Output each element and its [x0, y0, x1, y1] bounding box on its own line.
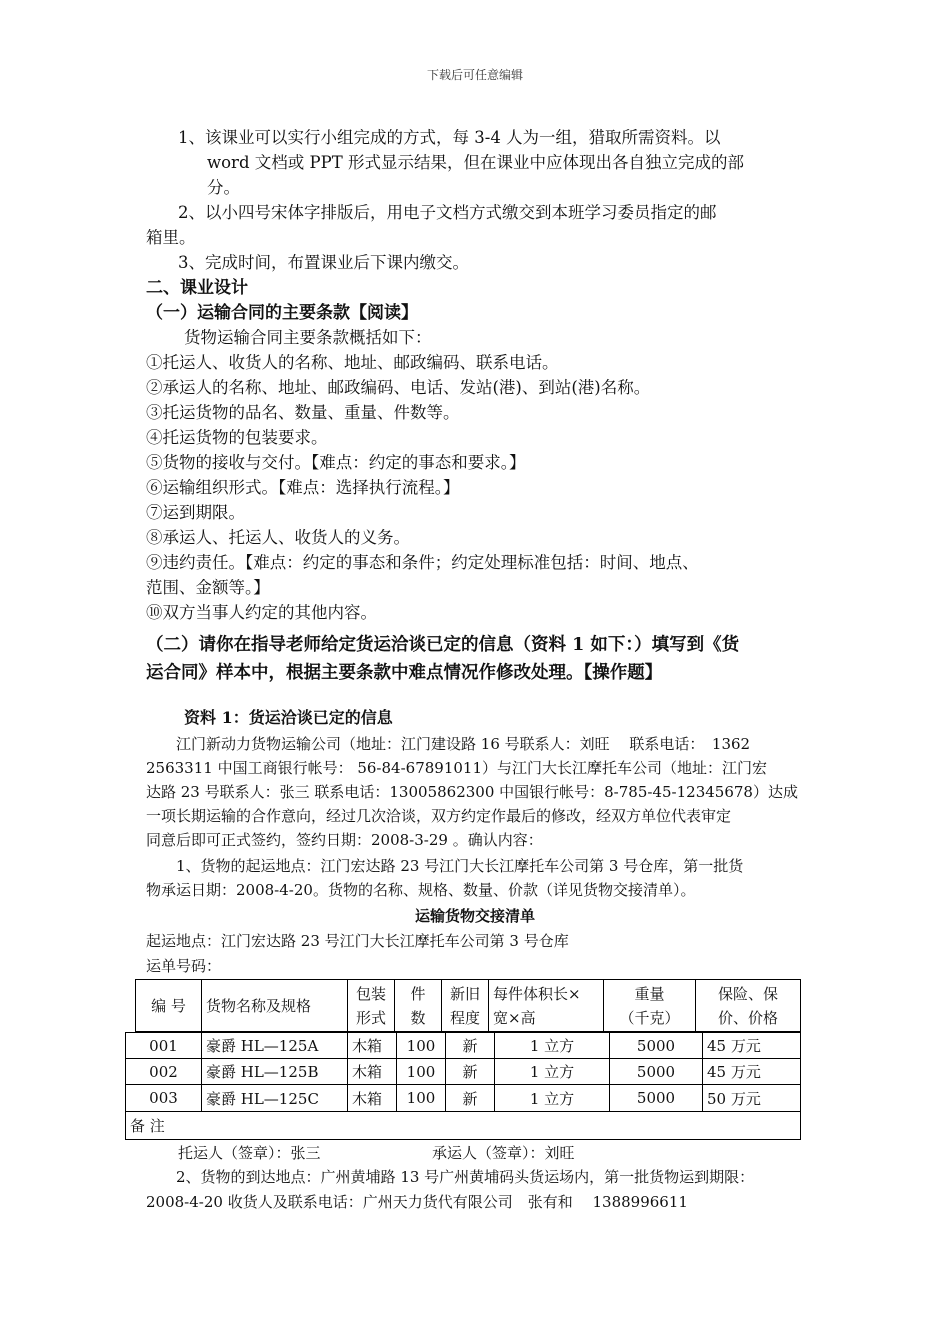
cell-volume: 1 立方 [495, 1033, 610, 1059]
cell-volume: 1 立方 [495, 1059, 610, 1085]
cell-quantity: 100 [397, 1033, 446, 1059]
cell-name: 豪爵 HL—125A [202, 1033, 348, 1059]
remark-label: 备 注 [130, 1117, 165, 1135]
cell-condition: 新 [446, 1085, 495, 1112]
header-quantity: 件 数 [395, 980, 442, 1032]
cell-condition: 新 [446, 1059, 495, 1085]
cell-name: 豪爵 HL—125C [202, 1085, 348, 1112]
material-paragraph-line: 一项长期运输的合作意向，经过几次洽谈，双方约定作最后的修改，经双方单位代表审定 [146, 807, 732, 825]
clause-item: ①托运人、收货人的名称、地址、邮政编码、联系电话。 [146, 353, 559, 372]
shipper-signature: 托运人（签章）：张三 [178, 1144, 321, 1162]
carrier-signature: 承运人（签章）：刘旺 [432, 1144, 575, 1162]
req-3: 3、完成时间，布置课业后下课内缴交。 [178, 253, 469, 272]
cell-quantity: 100 [397, 1059, 446, 1085]
header-weight: 重量 （千克） [604, 980, 696, 1032]
cell-weight: 5000 [610, 1085, 703, 1112]
clause-item: ③托运货物的品名、数量、重量、件数等。 [146, 403, 460, 422]
cell-volume: 1 立方 [495, 1085, 610, 1112]
cell-packing: 木箱 [348, 1033, 397, 1059]
material-paragraph-line: 1、货物的起运地点：江门宏达路 23 号江门大长江摩托车公司第 3 号仓库，第一批货 [176, 857, 744, 875]
arrival-line-1: 2、货物的到达地点：广州黄埔路 13 号广州黄埔码头货运场内，第一批货物运到期限： [176, 1168, 755, 1186]
material-paragraph-line: 同意后即可正式签约，签约日期：2008-3-29 。确认内容： [146, 831, 543, 849]
header-condition: 新旧 程度 [442, 980, 489, 1032]
cell-weight: 5000 [610, 1059, 703, 1085]
clause-item: ⑩双方当事人约定的其他内容。 [146, 603, 377, 622]
cell-name: 豪爵 HL—125B [202, 1059, 348, 1085]
material-paragraph-line: 江门新动力货物运输公司（地址：江门建设路 16 号联系人：刘旺 联系电话： 1362 [176, 735, 751, 753]
clauses-intro: 货物运输合同主要条款概括如下： [184, 328, 432, 347]
cell-condition: 新 [446, 1033, 495, 1059]
clause-item: ⑧承运人、托运人、收货人的义务。 [146, 528, 410, 547]
req-1-line-2: word 文档或 PPT 形式显示结果，但在课业中应体现出各自独立完成的部 [207, 153, 744, 172]
clause-item: ②承运人的名称、地址、邮政编码、电话、发站(港)、到站(港)名称。 [146, 378, 651, 397]
clause-item-continued: 范围、金额等。】 [146, 578, 270, 597]
material-paragraph-line: 物承运日期：2008-4-20。货物的名称、规格、数量、价款（详见货物交接清单）。 [146, 881, 696, 899]
clause-item: ⑦运到期限。 [146, 503, 245, 522]
page-header: 下载后可任意编辑 [426, 68, 523, 82]
cell-number: 002 [126, 1059, 202, 1085]
cell-insurance: 45 万元 [703, 1059, 801, 1085]
remark-cell [126, 1112, 801, 1140]
cell-packing: 木箱 [348, 1085, 397, 1112]
cargo-table-header [135, 979, 801, 1032]
cargo-list-title: 运输货物交接清单 [414, 907, 535, 925]
material-paragraph-line: 达路 23 号联系人：张三 联系电话：13005862300 中国银行帐号：8-785-45-12345678）达成 [146, 783, 798, 801]
material-paragraph-line: 2563311 中国工商银行帐号： 56-84-67891011）与江门大长江摩托车公司（地址：江门宏 [146, 759, 768, 777]
table-row [126, 1085, 801, 1112]
cell-packing: 木箱 [348, 1059, 397, 1085]
req-1-line-3: 分。 [207, 178, 240, 197]
cell-insurance: 50 万元 [703, 1085, 801, 1112]
waybill-label: 运单号码： [146, 957, 222, 975]
section-heading: 二、课业设计 [146, 278, 248, 298]
header-number: 编 号 [136, 980, 202, 1032]
clause-item: ⑨违约责任。【难点：约定的事态和条件；约定处理标准包括：时间、地点、 [146, 553, 699, 572]
arrival-line-2: 2008-4-20 收货人及联系电话：广州天力货代有限公司 张有和 1388996611 [146, 1193, 688, 1211]
cell-weight: 5000 [610, 1033, 703, 1059]
clause-item: ④托运货物的包装要求。 [146, 428, 328, 447]
cargo-table-body [125, 1032, 801, 1140]
remark-row [126, 1112, 801, 1140]
header-packing: 包装 形式 [348, 980, 395, 1032]
req-2-line-2: 箱里。 [146, 228, 196, 247]
cell-number: 003 [126, 1085, 202, 1112]
subsection-2-line-2: 运合同》样本中，根据主要条款中难点情况作修改处理。【操作题】 [146, 663, 663, 683]
header-insurance: 保险、保 价、价格 [696, 980, 801, 1032]
cell-quantity: 100 [397, 1085, 446, 1112]
table-row [126, 1059, 801, 1085]
clause-item: ⑤货物的接收与交付。【难点：约定的事态和要求。】 [146, 453, 526, 472]
table-row [126, 1033, 801, 1059]
material-title: 资料 1：货运洽谈已定的信息 [184, 708, 393, 727]
header-name: 货物名称及规格 [202, 980, 348, 1032]
req-2-line-1: 2、以小四号宋体字排版后，用电子文档方式缴交到本班学习委员指定的邮 [178, 203, 717, 222]
clause-item: ⑥运输组织形式。【难点：选择执行流程。】 [146, 478, 460, 497]
header-volume: 每件体积长× 宽×高 [489, 980, 604, 1032]
origin-line: 起运地点：江门宏达路 23 号江门大长江摩托车公司第 3 号仓库 [146, 932, 569, 950]
cell-insurance: 45 万元 [703, 1033, 801, 1059]
subsection-1-heading: （一）运输合同的主要条款【阅读】 [146, 303, 418, 323]
cell-number: 001 [126, 1033, 202, 1059]
req-1-line-1: 1、该课业可以实行小组完成的方式，每 3-4 人为一组，猎取所需资料。以 [178, 128, 721, 147]
subsection-2-line-1: （二）请你在指导老师给定货运洽谈已定的信息（资料 1 如下：）填写到《货 [146, 635, 740, 655]
